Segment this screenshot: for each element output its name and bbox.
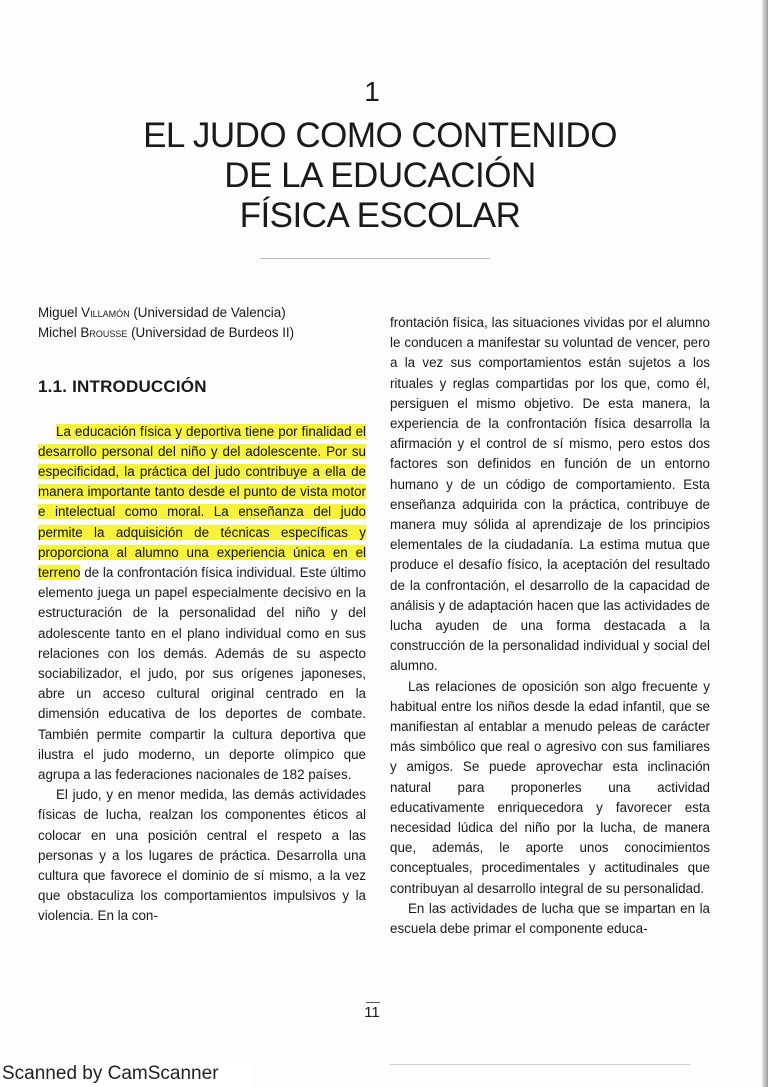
author-surname: Brousse bbox=[80, 325, 128, 341]
title-divider bbox=[260, 258, 490, 259]
page-edge-shadow bbox=[762, 0, 768, 1087]
scanner-watermark: Scanned by CamScanner bbox=[0, 1061, 252, 1087]
paragraph: El judo, y en menor medida, las demás actividades físicas de lucha, realzan los componentes éticos al colocar en una posición central el respeto a las personas y a los lugares de práctica. Desarrolla una cultura que favorece el dominio de sí mismo, a la vez que obstaculiza los comportamientos impulsivos y la violencia. En la con- bbox=[38, 787, 366, 924]
highlighted-text: La educación física y deportiva tiene por finalidad el desarrollo personal del niño y del adolescente. Por su especificidad, la práctica del judo contribuye a ella de manera importante tanto desde el punto de vista motor e intelectual como moral. La enseñanza del judo permite la adquisición de técnicas específicas y proporciona al alumno una experiencia única en el terreno bbox=[38, 423, 366, 581]
paragraph: En las actividades de lucha que se impartan en la escuela debe primar el componente educa- bbox=[390, 900, 710, 937]
paragraph bbox=[38, 422, 366, 786]
chapter-number: 1 bbox=[364, 76, 380, 107]
paragraph-text: de la confrontación física individual. Este último elemento juega un papel especialmente decisivo en la estructuración de la personalidad del niño y del adolescente tanto en el plano individual como en sus relaciones con los demás. Además de su aspecto sociabilizador, el judo, por sus orígenes japoneses, abre un acceso cultural original centrado en la dimensión educativa de los deportes de combate. También permite compartir la cultura deportiva que ilustra el judo moderno, un deporte olímpico que agrupa a las federaciones nacionales de 182 países. bbox=[38, 565, 366, 783]
title-line: FÍSICA ESCOLAR bbox=[239, 196, 521, 235]
footer-rule bbox=[390, 1064, 690, 1065]
author-line: Miguel Villamón (Universidad de Valencia) bbox=[38, 305, 286, 320]
title-line: DE LA EDUCACIÓN bbox=[224, 156, 536, 195]
chapter-title bbox=[120, 116, 640, 236]
right-column bbox=[390, 313, 710, 939]
author-list bbox=[38, 303, 366, 343]
page-number: 11 bbox=[364, 1004, 380, 1021]
author-surname: Villamón bbox=[81, 305, 130, 320]
section-heading: 1.1. INTRODUCCIÓN bbox=[38, 377, 207, 397]
page-number-rule bbox=[366, 1002, 380, 1003]
paragraph: Las relaciones de oposición son algo frecuente y habitual entre los niños desde la edad infantil, que se manifiestan al entablar a menudo peleas de carácter más simbólico que real o agresivo con sus familiares y amigos. Se puede aprovechar esta inclinación natural para proponerles una actividad educativamente enriquecedora y favorecer esta necesidad lúdica del niño por la lucha, de manera que, además, le aporte unos conocimientos conceptuales, procedimentales y actitudinales que contribuyan al desarrollo integral de su personalidad. bbox=[390, 678, 710, 896]
left-column bbox=[38, 303, 366, 927]
title-line: EL JUDO COMO CONTENIDO bbox=[143, 116, 617, 155]
author-line: Michel Brousse (Universidad de Burdeos II) bbox=[38, 325, 295, 341]
paragraph: frontación física, las situaciones vividas por el alumno le conducen a manifestar su voluntad de vencer, pero a la vez sus comportamientos están sujetos a los rituales y reglas compartidas por los que, como él, persiguen el mismo objetivo. De esta manera, la experiencia de la confrontación física desarrolla la afirmación y el control de sí mismo, pero estos dos factores son definidos en función de un entorno humano y de un código de comportamiento. Esta enseñanza adquirida con la práctica, contribuye de manera muy sólida al aprendizaje de los principios elementales de la ciudadanía. La estima mutua que produce el desafío físico, la aceptación del resultado de la confrontación, el desarrollo de la capacidad de análisis y de adaptación hacen que las actividades de lucha ayuden de una forma destacada a la construcción de la personalidad individual y social del alumno. bbox=[390, 315, 710, 674]
